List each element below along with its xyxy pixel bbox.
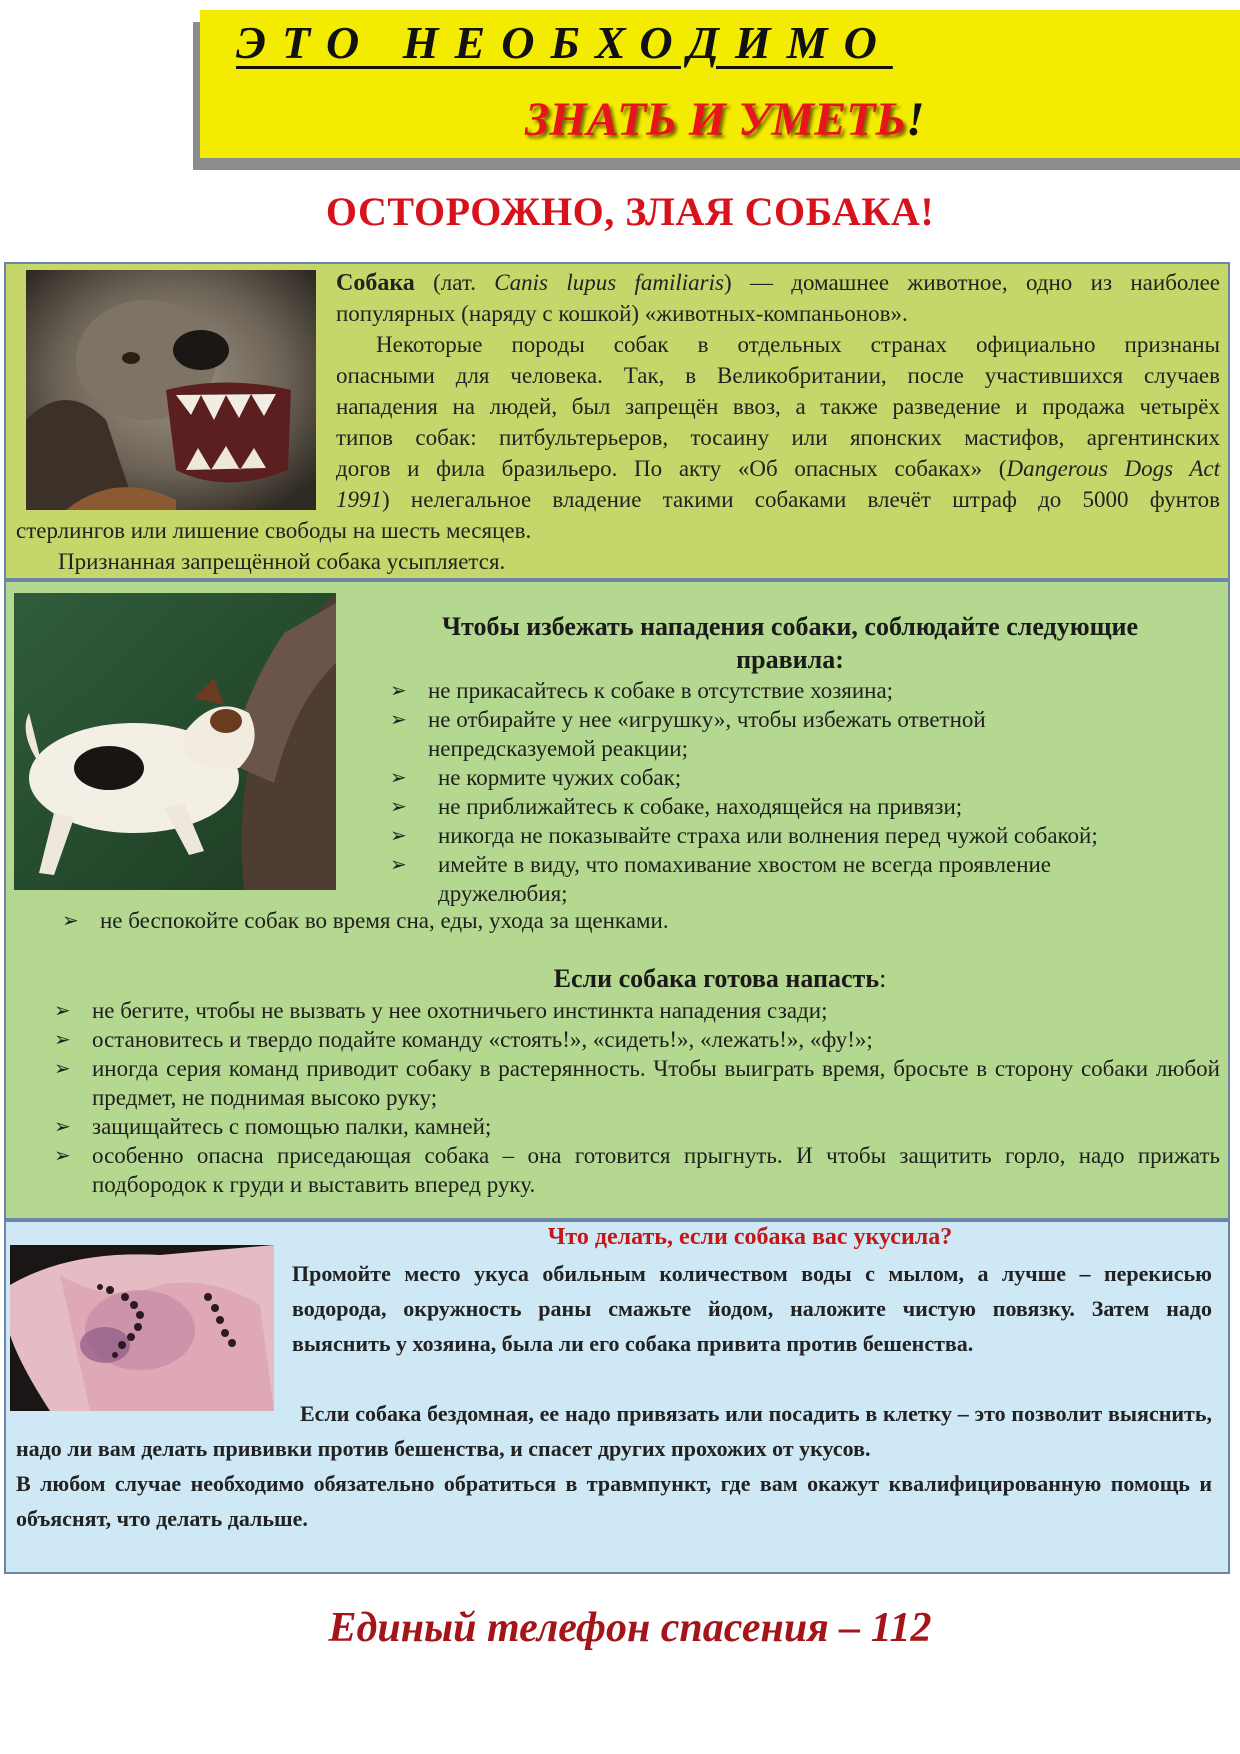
intro-p2-line5-text: догов и фила бразильеро. По акту «Об опасных собаках» ( <box>336 456 1007 481</box>
intro-p2-line7: стерлингов или лишение свободы на шесть месяцев. <box>16 518 532 543</box>
rules-list <box>428 676 1188 908</box>
intro-p2-line6-rest: ) нелегальное владение такими собаками влечёт штраф до 5000 фунтов <box>382 487 1220 512</box>
bite-p3: В любом случае необходимо обязательно обратиться в травмпункт, где вам окажут квалифицированную помощь и объяснят, что делать дальше. <box>16 1471 1212 1531</box>
rule-item: ➢ не прикасайтесь к собаке в отсутствие хозяина; <box>428 676 1188 705</box>
rule-item: ➢ не беспокойте собак во время сна, еды, ухода за щенками. <box>100 906 1200 935</box>
attack-item: ➢ иногда серия команд приводит собаку в растерянность. Чтобы выиграть время, бросьте в сторону собаки любой предмет, не поднимая высоко руку; <box>92 1054 1220 1112</box>
intro-act-italic: Dangerous Dogs Act <box>1006 456 1220 481</box>
rule-item: ➢ имейте в виду, что помахивание хвостом не всегда проявление дружелюбия; <box>428 850 1158 908</box>
attack-heading-colon: : <box>879 964 887 993</box>
bite-p1: Промойте место укуса обильным количеством воды с мылом, а лучше – перекисью водорода, окружность раны смажьте йодом, наложите чистую повязку. Затем надо выяснить у хозяина, была ли его собака привита против бешенства. <box>292 1261 1212 1356</box>
intro-latin: Canis lupus familiaris <box>494 270 724 295</box>
attack-list <box>92 996 1220 1199</box>
bite-wound-hand-photo <box>10 1245 274 1411</box>
page-title: ОСТОРОЖНО, ЗЛАЯ СОБАКА! <box>325 189 935 234</box>
attack-item: ➢ остановитесь и твердо подайте команду «стоять!», «сидеть!», «лежать!», «фу!»; <box>92 1025 1220 1054</box>
attack-item: ➢ защищайтесь с помощью палки, камней; <box>92 1112 1220 1141</box>
intro-lat-prefix: (лат. <box>414 270 495 295</box>
rules-heading-line1: Чтобы избежать нападения собаки, соблюдайте следующие <box>441 612 1139 641</box>
attack-item: ➢ не бегите, чтобы не вызвать у нее охотничьего инстинкта нападения сзади; <box>92 996 1220 1025</box>
intro-p2-line3: нападения на людей, был запрещён ввоз, а также разведение и продажа четырёх <box>336 394 1220 419</box>
bite-p2: Если собака бездомная, ее надо привязать или посадить в клетку – это позволит выяснить, надо ли вам делать прививки против бешенства, и спасет других прохожих от укусов. <box>16 1401 1212 1461</box>
intro-p1-line1 <box>336 267 1220 299</box>
intro-term: Собака <box>336 270 415 296</box>
banner-line-1: ЭТО НЕОБХОДИМО <box>236 17 893 68</box>
banner-line-2 <box>525 92 925 147</box>
attack-heading-text: Если собака готова напасть <box>553 964 880 993</box>
intro-act-year: 1991 <box>336 487 382 512</box>
intro-p2-line4: типов собак: питбультерьеров, тосаину или японских мастифов, аргентинских <box>336 425 1220 450</box>
terrier-biting-sleeve-photo <box>14 593 336 890</box>
intro-after-latin: ) — домашнее животное, одно из наиболее <box>723 270 1220 295</box>
intro-p2-line2: опасными для человека. Так, в Великобритании, после участившихся случаев <box>336 363 1220 388</box>
bite-heading: Что делать, если собака вас укусила? <box>547 1224 953 1250</box>
rule-item: ➢ никогда не показывайте страха или волнения перед чужой собакой; <box>428 821 1188 850</box>
intro-p1-line2: популярных (наряду с кошкой) «животных-компаньонов». <box>336 301 908 326</box>
intro-p2-line5 <box>336 453 1220 484</box>
intro-p2-line6 <box>336 484 1220 515</box>
rule-item: ➢ не приближайтесь к собаке, находящейся на привязи; <box>428 792 1188 821</box>
rule-item: ➢ не отбирайте у нее «игрушку», чтобы избежать ответной непредсказуемой реакции; <box>428 705 1068 763</box>
emergency-phone-footer: Единый телефон спасения – 112 <box>328 1605 932 1651</box>
intro-p2-line1: Некоторые породы собак в отдельных странах официально признаны <box>376 332 1220 357</box>
rules-heading-line2: правила: <box>736 645 844 674</box>
banner-line-2-text: ЗНАТЬ И УМЕТЬ <box>525 93 906 146</box>
snarling-dog-photo <box>26 270 316 510</box>
rules-list-last <box>100 906 1200 935</box>
intro-p3: Признанная запрещённой собака усыпляется. <box>58 549 506 574</box>
attack-heading <box>300 962 1140 995</box>
banner-exclamation: ! <box>905 93 925 146</box>
attack-item: ➢ особенно опасна приседающая собака – она готовится прыгнуть. И чтобы защитить горло, надо прижать подбородок к груди и выставить вперед руку. <box>92 1141 1220 1199</box>
rule-item: ➢ не кормите чужих собак; <box>428 763 1188 792</box>
